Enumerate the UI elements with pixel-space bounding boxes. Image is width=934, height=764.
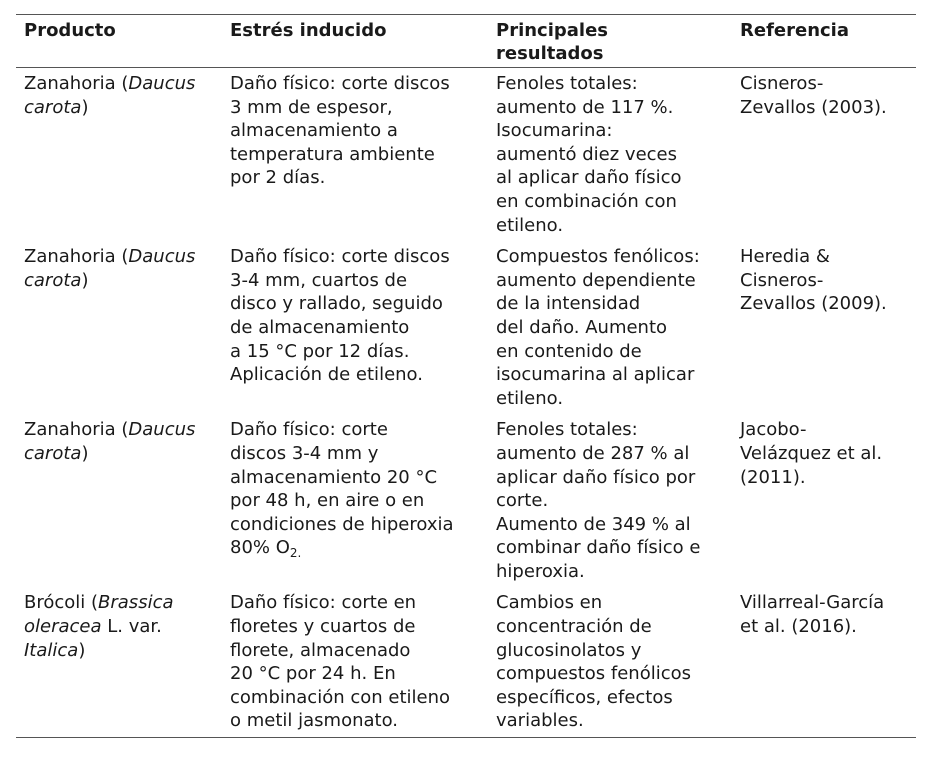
product-close: ) — [81, 96, 89, 118]
table-row — [16, 414, 916, 587]
product-close: ) — [78, 639, 86, 661]
product-species: Daucus carota — [24, 419, 196, 464]
table-body — [16, 68, 916, 738]
results-cell: Compuestos fenólicos: aumento dependiente de la intensidad del daño. Aumento en contenido de isocumarina al aplicar etileno. — [496, 246, 700, 409]
results-cell: Fenoles totales: aumento de 287 % al aplicar daño físico por corte. Aumento de 349 % al combinar daño físico e hiperoxia. — [496, 419, 701, 582]
table-header — [16, 15, 916, 68]
reference-cell: Jacobo- Velázquez et al. (2011). — [740, 419, 883, 488]
product-species-italica: Italica — [24, 639, 79, 661]
reference-cell: Cisneros- Zevallos (2003). — [740, 73, 887, 118]
results-table-container — [16, 14, 916, 738]
stress-cell: Daño físico: corte discos 3-4 mm, cuartos de disco y rallado, seguido de almacenamiento a 15 °C por 12 días. Aplicación de etileno. — [230, 246, 450, 386]
header-stress: Estrés inducido — [230, 20, 387, 41]
header-results: Principales resultados — [496, 20, 609, 64]
stress-cell: Daño físico: corte discos 3 mm de espesor, almacenamiento a temperatura ambiente por 2 días. — [230, 73, 450, 189]
product-cell — [16, 587, 222, 737]
product-cell — [16, 414, 222, 587]
product-name: Zanahoria ( — [24, 246, 129, 268]
product-name: Zanahoria ( — [24, 73, 129, 94]
reference-cell: Villarreal-García et al. (2016). — [740, 592, 885, 638]
product-name: Brócoli ( — [24, 592, 99, 614]
product-cell — [16, 68, 222, 242]
oxygen-subscript: 2. — [289, 546, 302, 561]
results-table — [16, 14, 916, 738]
header-row — [16, 15, 916, 68]
header-product: Producto — [24, 20, 116, 41]
stress-text: Daño físico: corte discos 3-4 mm y almacenamiento 20 °C por 48 h, en aire o en condiciones de hiperoxia 80% O — [230, 419, 454, 559]
product-close: ) — [81, 442, 89, 464]
product-close: ) — [81, 269, 89, 291]
reference-cell: Heredia & Cisneros- Zevallos (2009). — [740, 246, 887, 315]
results-cell: Fenoles totales: aumento de 117 %. Isocumarina: aumentó diez veces al aplicar daño físico en combinación con etileno. — [496, 73, 682, 236]
product-species: Brassica oleracea — [24, 592, 174, 638]
product-species: Daucus carota — [24, 73, 196, 118]
results-cell: Cambios en concentración de glucosinolatos y compuestos fenólicos específicos, efectos variables. — [496, 592, 692, 732]
table-row — [16, 587, 916, 737]
stress-cell: Daño físico: corte en floretes y cuartos de florete, almacenado 20 °C por 24 h. En combinación con etileno o metil jasmonato. — [230, 592, 451, 732]
table-row — [16, 241, 916, 414]
table-row — [16, 68, 916, 242]
product-species: Daucus carota — [24, 246, 196, 291]
header-reference: Referencia — [740, 20, 849, 41]
stress-cell — [222, 414, 488, 587]
product-cell — [16, 241, 222, 414]
product-variety: L. var. — [107, 616, 162, 638]
product-name: Zanahoria ( — [24, 419, 129, 441]
